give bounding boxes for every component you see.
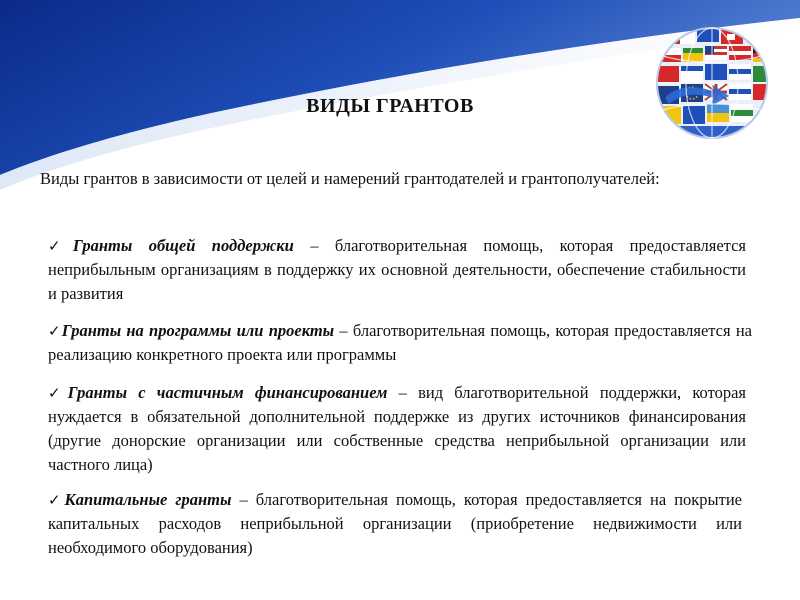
check-mark-icon: ✓ — [48, 237, 73, 255]
slide-title: ВИДЫ ГРАНТОВ — [306, 95, 474, 117]
flags-globe-icon — [655, 26, 769, 140]
check-mark-icon: ✓ — [48, 322, 62, 340]
grant-type-general-support — [48, 234, 746, 306]
intro-paragraph: Виды грантов в зависимости от целей и намерений грантодателей и грантополучателей: — [40, 169, 660, 188]
grant-type-term: Капитальные гранты — [64, 490, 232, 509]
check-mark-icon: ✓ — [48, 384, 68, 402]
grant-type-term: Гранты на программы или проекты — [61, 321, 335, 340]
grant-type-description: – благотворительная помощь, которая предоставляется на покрытие капитальных расходов неприбыльной организации (приобретение недвижимости или необходимого оборудования) — [48, 490, 742, 557]
grant-type-term: Гранты с частичным финансированием — [67, 383, 388, 402]
grant-type-partial-funding — [48, 381, 746, 477]
grant-type-capital — [48, 488, 742, 560]
grant-type-description: – вид благотворительной поддержки, которая нуждается в обязательной дополнительной поддержке из других источников финансирования (другие донорские организации или собственные средства неприбыльной организации или частного лица) — [48, 383, 746, 474]
grant-type-description: – благотворительная помощь, которая предоставляется неприбыльным организациям в поддержку их основной деятельности, обеспечение стабильности и развития — [48, 236, 746, 303]
grant-type-description: – благотворительная помощь, которая предоставляется на реализацию конкретного проекта или программы — [48, 321, 752, 364]
grant-type-term: Гранты общей поддержки — [72, 236, 294, 255]
check-mark-icon: ✓ — [48, 491, 65, 509]
grant-type-programs-projects — [48, 319, 752, 367]
